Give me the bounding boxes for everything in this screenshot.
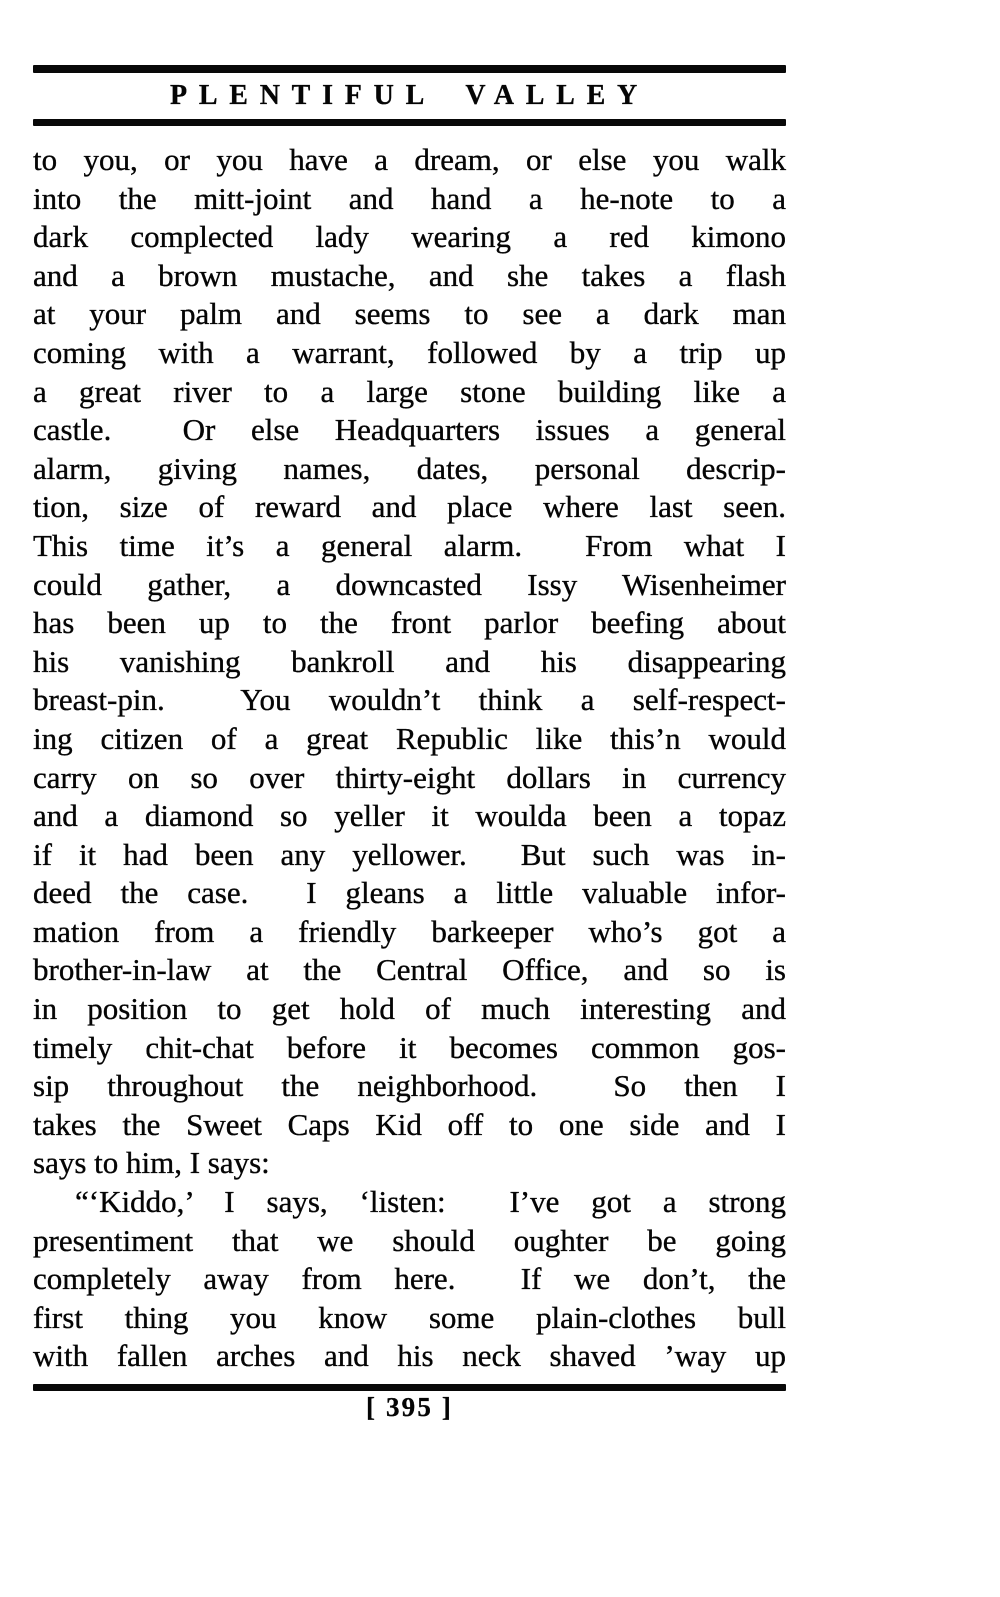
body-paragraph-1-line-1: to you, or you have a dream, or else you walk <box>33 142 786 177</box>
body-paragraph-1-line-5: at your palm and seems to see a dark man <box>33 296 786 332</box>
page-body <box>33 141 786 1376</box>
body-paragraph-1-line-15: breast-pin. You wouldn’t think a self-respect- <box>33 682 786 718</box>
header-bottom-rule <box>33 119 786 126</box>
body-paragraph-1-line-16: ing citizen of a great Republic like this’n would <box>33 720 786 756</box>
body-paragraph-1-line-25: sip throughout the neighborhood. So then I <box>33 1068 786 1104</box>
body-paragraph-1-line-7: a great river to a large stone building like a <box>33 373 786 409</box>
body-paragraph-1-line-12: could gather, a downcasted Issy Wisenheimer <box>33 566 786 602</box>
body-paragraph-1-line-10: tion, size of reward and place where last seen. <box>33 489 786 525</box>
page-number: [ 395 ] <box>365 1392 454 1422</box>
body-paragraph-2-line-3: completely away from here. If we don’t, the <box>33 1261 786 1297</box>
body-paragraph-1-line-19: if it had been any yellower. But such was in- <box>33 836 786 872</box>
body-paragraph-1-line-17: carry on so over thirty-eight dollars in currency <box>33 759 786 795</box>
body-paragraph-1-line-20: deed the case. I gleans a little valuable infor- <box>33 875 786 911</box>
body-paragraph-1-line-23: in position to get hold of much interesting and <box>33 991 786 1027</box>
body-paragraph-1-line-9: alarm, giving names, dates, personal descrip- <box>33 450 786 486</box>
running-head-title: PLENTIFUL VALLEY <box>169 80 650 111</box>
body-paragraph-2-line-1: “‘Kiddo,’ I says, ‘listen: I’ve got a strong <box>75 1184 786 1220</box>
body-paragraph-1-line-24: timely chit-chat before it becomes common gos- <box>33 1029 786 1065</box>
body-paragraph-1-line-26: takes the Sweet Caps Kid off to one side and I <box>33 1106 786 1142</box>
body-paragraph-1-line-2: into the mitt-joint and hand a he-note to a <box>33 180 786 216</box>
body-paragraph-1-line-11: This time it’s a general alarm. From what I <box>33 527 786 563</box>
body-paragraph-2-line-2: presentiment that we should oughter be going <box>33 1222 786 1258</box>
body-paragraph-1-line-27: says to him, I says: <box>33 1145 270 1181</box>
body-paragraph-2-line-4: first thing you know some plain-clothes bull <box>33 1299 786 1335</box>
body-paragraph-1-line-14: his vanishing bankroll and his disappearing <box>33 643 786 679</box>
body-paragraph-1-line-3: dark complected lady wearing a red kimono <box>33 219 786 255</box>
body-paragraph-1-line-6: coming with a warrant, followed by a trip up <box>33 334 786 370</box>
body-paragraph-1-line-22: brother-in-law at the Central Office, and so is <box>33 952 786 988</box>
body-paragraph-1-line-18: and a diamond so yeller it woulda been a topaz <box>33 798 786 834</box>
body-paragraph-1-line-13: has been up to the front parlor beefing about <box>33 605 786 641</box>
body-paragraph-1-line-8: castle. Or else Headquarters issues a general <box>33 412 786 448</box>
header-top-rule <box>33 65 786 73</box>
footer-rule <box>33 1384 786 1391</box>
body-paragraph-1-line-21: mation from a friendly barkeeper who’s got a <box>33 913 786 949</box>
body-paragraph-2-line-5: with fallen arches and his neck shaved ’way up <box>33 1338 786 1374</box>
body-paragraph-1-line-4: and a brown mustache, and she takes a flash <box>33 257 786 293</box>
